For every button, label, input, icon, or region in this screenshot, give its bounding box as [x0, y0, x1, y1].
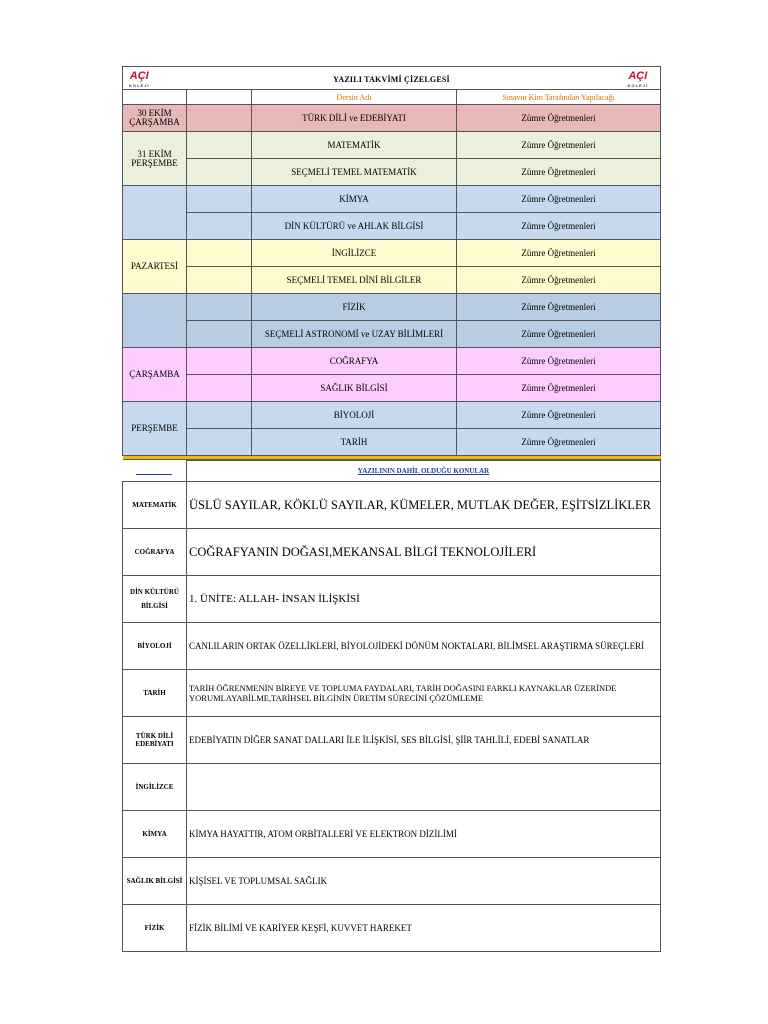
topic-cell	[187, 764, 661, 811]
course-cell: SEÇMELİ TEMEL MATEMATİK	[252, 159, 457, 186]
prepared-cell: Zümre Öğretmenleri	[457, 375, 661, 402]
prepared-cell: Zümre Öğretmenleri	[457, 402, 661, 429]
table-row	[123, 159, 661, 186]
prepared-cell: Zümre Öğretmenleri	[457, 159, 661, 186]
topic-cell: TARİH ÖĞRENMENİN BİREYE VE TOPLUMA FAYDALARI, TARİH DOĞASINI FARKLI KAYNAKLAR ÜZERİNDE YORUMLAYABİLME,TARİHSEL BİLGİNİN ÜRETİM SÜRECİNİ ÇÖZÜMLEME	[187, 670, 661, 717]
course-cell: KİMYA	[252, 186, 457, 213]
table-row	[123, 186, 661, 213]
col-prepared-header: Sınavın Kim Tarafından Yapılacağı	[457, 90, 661, 105]
page-title: YAZILI TAKVİMİ ÇİZELGESİ	[333, 75, 450, 84]
day-cell: PERŞEMBE	[123, 402, 187, 456]
school-logo-right: AÇI KOLEJİ	[627, 70, 649, 88]
prepared-cell: Zümre Öğretmenleri	[457, 132, 661, 159]
topics-table	[122, 460, 661, 952]
subject-cell: KİMYA	[123, 811, 187, 858]
subject-cell: TARİH	[123, 670, 187, 717]
table-row	[123, 670, 661, 717]
topic-cell: FİZİK BİLİMİ VE KARİYER KEŞFİ, KUVVET HAREKET	[187, 905, 661, 952]
table-row	[123, 623, 661, 670]
schedule-table	[122, 66, 661, 460]
table-row	[123, 348, 661, 375]
topic-cell: CANLILARIN ORTAK ÖZELLİKLERİ, BİYOLOJİDEKİ DÖNÜM NOKTALARI, BİLİMSEL ARAŞTIRMA SÜREÇLERİ	[187, 623, 661, 670]
day-cell: 30 EKİM ÇARŞAMBA	[123, 105, 187, 132]
topics-title: YAZILININ DAHİL OLDUĞU KONULAR	[187, 461, 661, 482]
table-row	[123, 717, 661, 764]
section-divider	[123, 456, 661, 460]
topic-cell: ÜSLÜ SAYILAR, KÖKLÜ SAYILAR, KÜMELER, MUTLAK DEĞER, EŞİTSİZLİKLER	[187, 482, 661, 529]
table-row	[123, 105, 661, 132]
subject-cell: İNGİLİZCE	[123, 764, 187, 811]
table-row	[123, 321, 661, 348]
table-row	[123, 267, 661, 294]
table-row	[123, 482, 661, 529]
title-row	[123, 67, 661, 90]
day-cell: ÇARŞAMBA	[123, 348, 187, 402]
subject-cell: BİYOLOJİ	[123, 623, 187, 670]
day-cell: 31 EKİM PERŞEMBE	[123, 132, 187, 186]
table-row	[123, 858, 661, 905]
course-cell: SAĞLIK BİLGİSİ	[252, 375, 457, 402]
column-header-row	[123, 90, 661, 105]
subject-cell: COĞRAFYA	[123, 529, 187, 576]
topic-cell: KİŞİSEL VE TOPLUMSAL SAĞLIK	[187, 858, 661, 905]
day-cell: PAZARTESİ	[123, 240, 187, 294]
course-cell: BİYOLOJİ	[252, 402, 457, 429]
table-row	[123, 240, 661, 267]
table-row	[123, 764, 661, 811]
table-row	[123, 529, 661, 576]
table-row	[123, 132, 661, 159]
table-row	[123, 811, 661, 858]
table-row	[123, 429, 661, 456]
col-course-header: Dersin Adı	[252, 90, 457, 105]
course-cell: DİN KÜLTÜRÜ ve AHLAK BİLGİSİ	[252, 213, 457, 240]
prepared-cell: Zümre Öğretmenleri	[457, 267, 661, 294]
prepared-cell: Zümre Öğretmenleri	[457, 294, 661, 321]
topic-cell: KİMYA HAYATTIR, ATOM ORBİTALLERİ VE ELEKTRON DİZİLİMİ	[187, 811, 661, 858]
exam-schedule-sheet	[122, 66, 660, 952]
prepared-cell: Zümre Öğretmenleri	[457, 213, 661, 240]
subject-cell: FİZİK	[123, 905, 187, 952]
topics-header-row	[123, 461, 661, 482]
table-row	[123, 294, 661, 321]
table-row	[123, 402, 661, 429]
course-cell: SEÇMELİ TEMEL DİNİ BİLGİLER	[252, 267, 457, 294]
topic-cell: EDEBİYATIN DİĞER SANAT DALLARI İLE İLİŞKİSİ, SES BİLGİSİ, ŞİİR TAHLİLİ, EDEBİ SANATLAR	[187, 717, 661, 764]
school-logo-left: AÇI KOLEJİ	[129, 70, 150, 88]
prepared-cell: Zümre Öğretmenleri	[457, 321, 661, 348]
course-cell: SEÇMELİ ASTRONOMİ ve UZAY BİLİMLERİ	[252, 321, 457, 348]
table-row	[123, 905, 661, 952]
table-row	[123, 375, 661, 402]
subject-cell: MATEMATİK	[123, 482, 187, 529]
course-cell: TARİH	[252, 429, 457, 456]
course-cell: İNGİLİZCE	[252, 240, 457, 267]
blank-line	[123, 461, 187, 482]
subject-cell: SAĞLIK BİLGİSİ	[123, 858, 187, 905]
prepared-cell: Zümre Öğretmenleri	[457, 105, 661, 132]
prepared-cell: Zümre Öğretmenleri	[457, 429, 661, 456]
table-row	[123, 576, 661, 623]
subject-cell: TÜRK DİLİ EDEBİYATI	[123, 717, 187, 764]
course-cell: TÜRK DİLİ ve EDEBİYATI	[252, 105, 457, 132]
course-cell: FİZİK	[252, 294, 457, 321]
table-row	[123, 213, 661, 240]
prepared-cell: Zümre Öğretmenleri	[457, 186, 661, 213]
course-cell: COĞRAFYA	[252, 348, 457, 375]
topic-cell: 1. ÜNİTE: ALLAH- İNSAN İLİŞKİSİ	[187, 576, 661, 623]
subject-cell: DİN KÜLTÜRÜ BİLGİSİ	[123, 576, 187, 623]
prepared-cell: Zümre Öğretmenleri	[457, 348, 661, 375]
prepared-cell: Zümre Öğretmenleri	[457, 240, 661, 267]
topic-cell: COĞRAFYANIN DOĞASI,MEKANSAL BİLGİ TEKNOLOJİLERİ	[187, 529, 661, 576]
course-cell: MATEMATİK	[252, 132, 457, 159]
